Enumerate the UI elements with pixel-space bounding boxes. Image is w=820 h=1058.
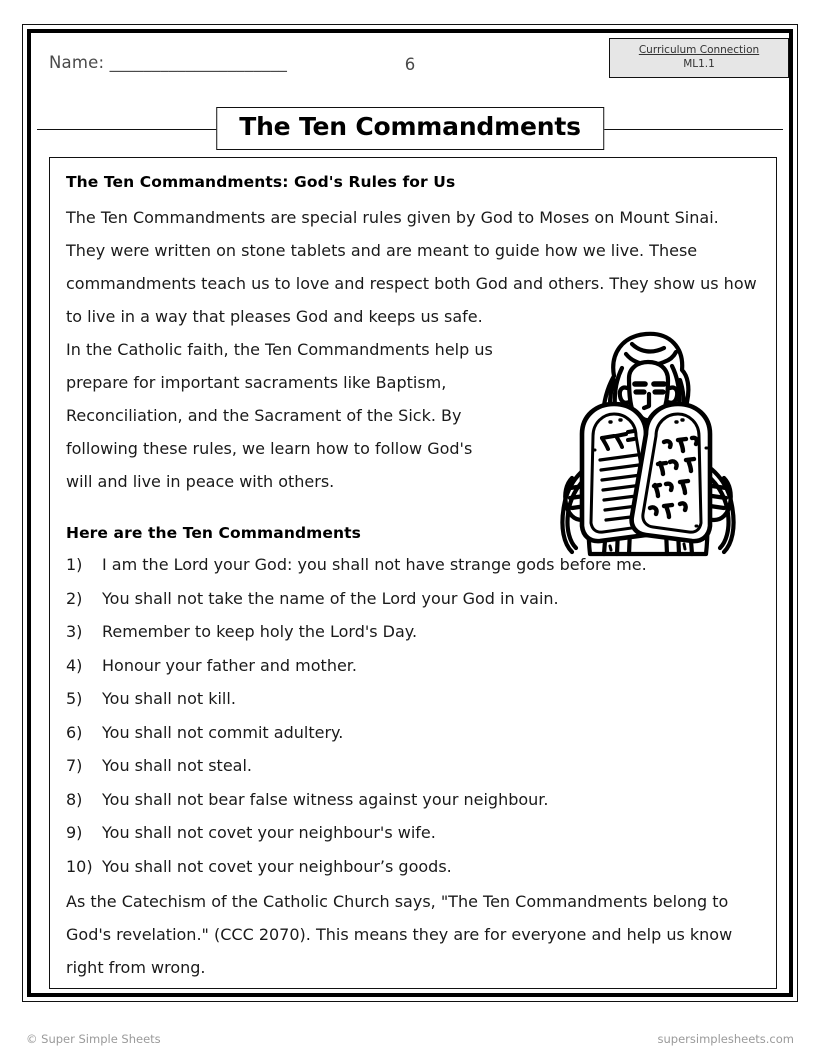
commandment-item [66, 649, 760, 683]
commandment-text: Honour your father and mother. [102, 655, 357, 675]
commandment-number: 3) [66, 622, 83, 641]
commandment-text: I am the Lord your God: you shall not have strange gods before me. [102, 555, 647, 574]
commandment-number: 7) [66, 756, 83, 775]
commandment-number: 1) [66, 555, 83, 574]
worksheet-header [31, 33, 789, 105]
commandment-number: 10) [66, 856, 93, 876]
commandment-text: You shall not covet your neighbour's wife. [102, 823, 436, 842]
commandment-text: You shall not covet your neighbour’s goods. [102, 856, 452, 876]
intro-paragraph-2: In the Catholic faith, the Ten Commandments help us prepare for important sacraments like Baptism, Reconciliation, and the Sacrament of the Sick. By following these rules, we learn how to follow God's will and live in peace with others. [66, 340, 493, 491]
curriculum-connection-box [609, 38, 789, 78]
lede-heading: The Ten Commandments: God's Rules for Us [66, 173, 456, 191]
curriculum-connection-code: ML1.1 [683, 58, 715, 71]
content-panel [49, 157, 777, 989]
content-body [50, 158, 776, 988]
commandment-text: You shall not take the name of the Lord your God in vain. [102, 588, 559, 608]
commandment-text: Remember to keep holy the Lord's Day. [102, 622, 418, 641]
commandment-item [66, 548, 760, 582]
commandment-number: 4) [66, 655, 83, 675]
commandment-item [66, 582, 760, 616]
footer-copyright: © Super Simple Sheets [26, 1032, 161, 1046]
page-border-outer [22, 24, 798, 1002]
commandment-text: You shall not bear false witness against your neighbour. [102, 789, 549, 809]
commandment-item [66, 749, 760, 783]
commandment-text: You shall not kill. [102, 689, 236, 708]
commandment-number: 8) [66, 789, 83, 809]
commandment-item [66, 783, 760, 817]
commandment-item [66, 682, 760, 716]
commandment-number: 5) [66, 689, 83, 708]
intro-paragraph-1: The Ten Commandments are special rules given by God to Moses on Mount Sinai. They were written on stone tablets and are meant to guide how we live. These commandments teach us to love and respect both God and others. They show us how to live in a way that pleases God and keeps us safe. [66, 208, 757, 326]
commandment-item [66, 816, 760, 850]
page-border-inner [27, 29, 793, 997]
commandment-number: 6) [66, 722, 83, 742]
footer-website[interactable]: supersimplesheets.com [657, 1032, 794, 1046]
worksheet-title-box [216, 107, 604, 150]
commandment-item [66, 716, 760, 750]
page-number: 6 [404, 55, 416, 74]
page-footer [0, 1032, 820, 1058]
commandment-item [66, 615, 760, 649]
name-field-label[interactable]: Name: _____________________ [49, 53, 288, 72]
commandments-list [66, 548, 760, 883]
commandments-list-heading: Here are the Ten Commandments [66, 524, 362, 542]
page-title: The Ten Commandments [239, 112, 581, 141]
page-content-area [31, 33, 789, 993]
curriculum-connection-title: Curriculum Connection [638, 44, 760, 56]
commandment-item [66, 850, 760, 884]
closing-paragraph: As the Catechism of the Catholic Church says, "The Ten Commandments belong to God's revelation." (CCC 2070). This means they are for everyone and help us know right from wrong. [66, 892, 733, 977]
commandment-number: 2) [66, 588, 83, 608]
commandment-text: You shall not steal. [102, 756, 252, 775]
title-band [31, 107, 789, 153]
commandment-text: You shall not commit adultery. [102, 722, 344, 742]
commandment-number: 9) [66, 823, 83, 842]
